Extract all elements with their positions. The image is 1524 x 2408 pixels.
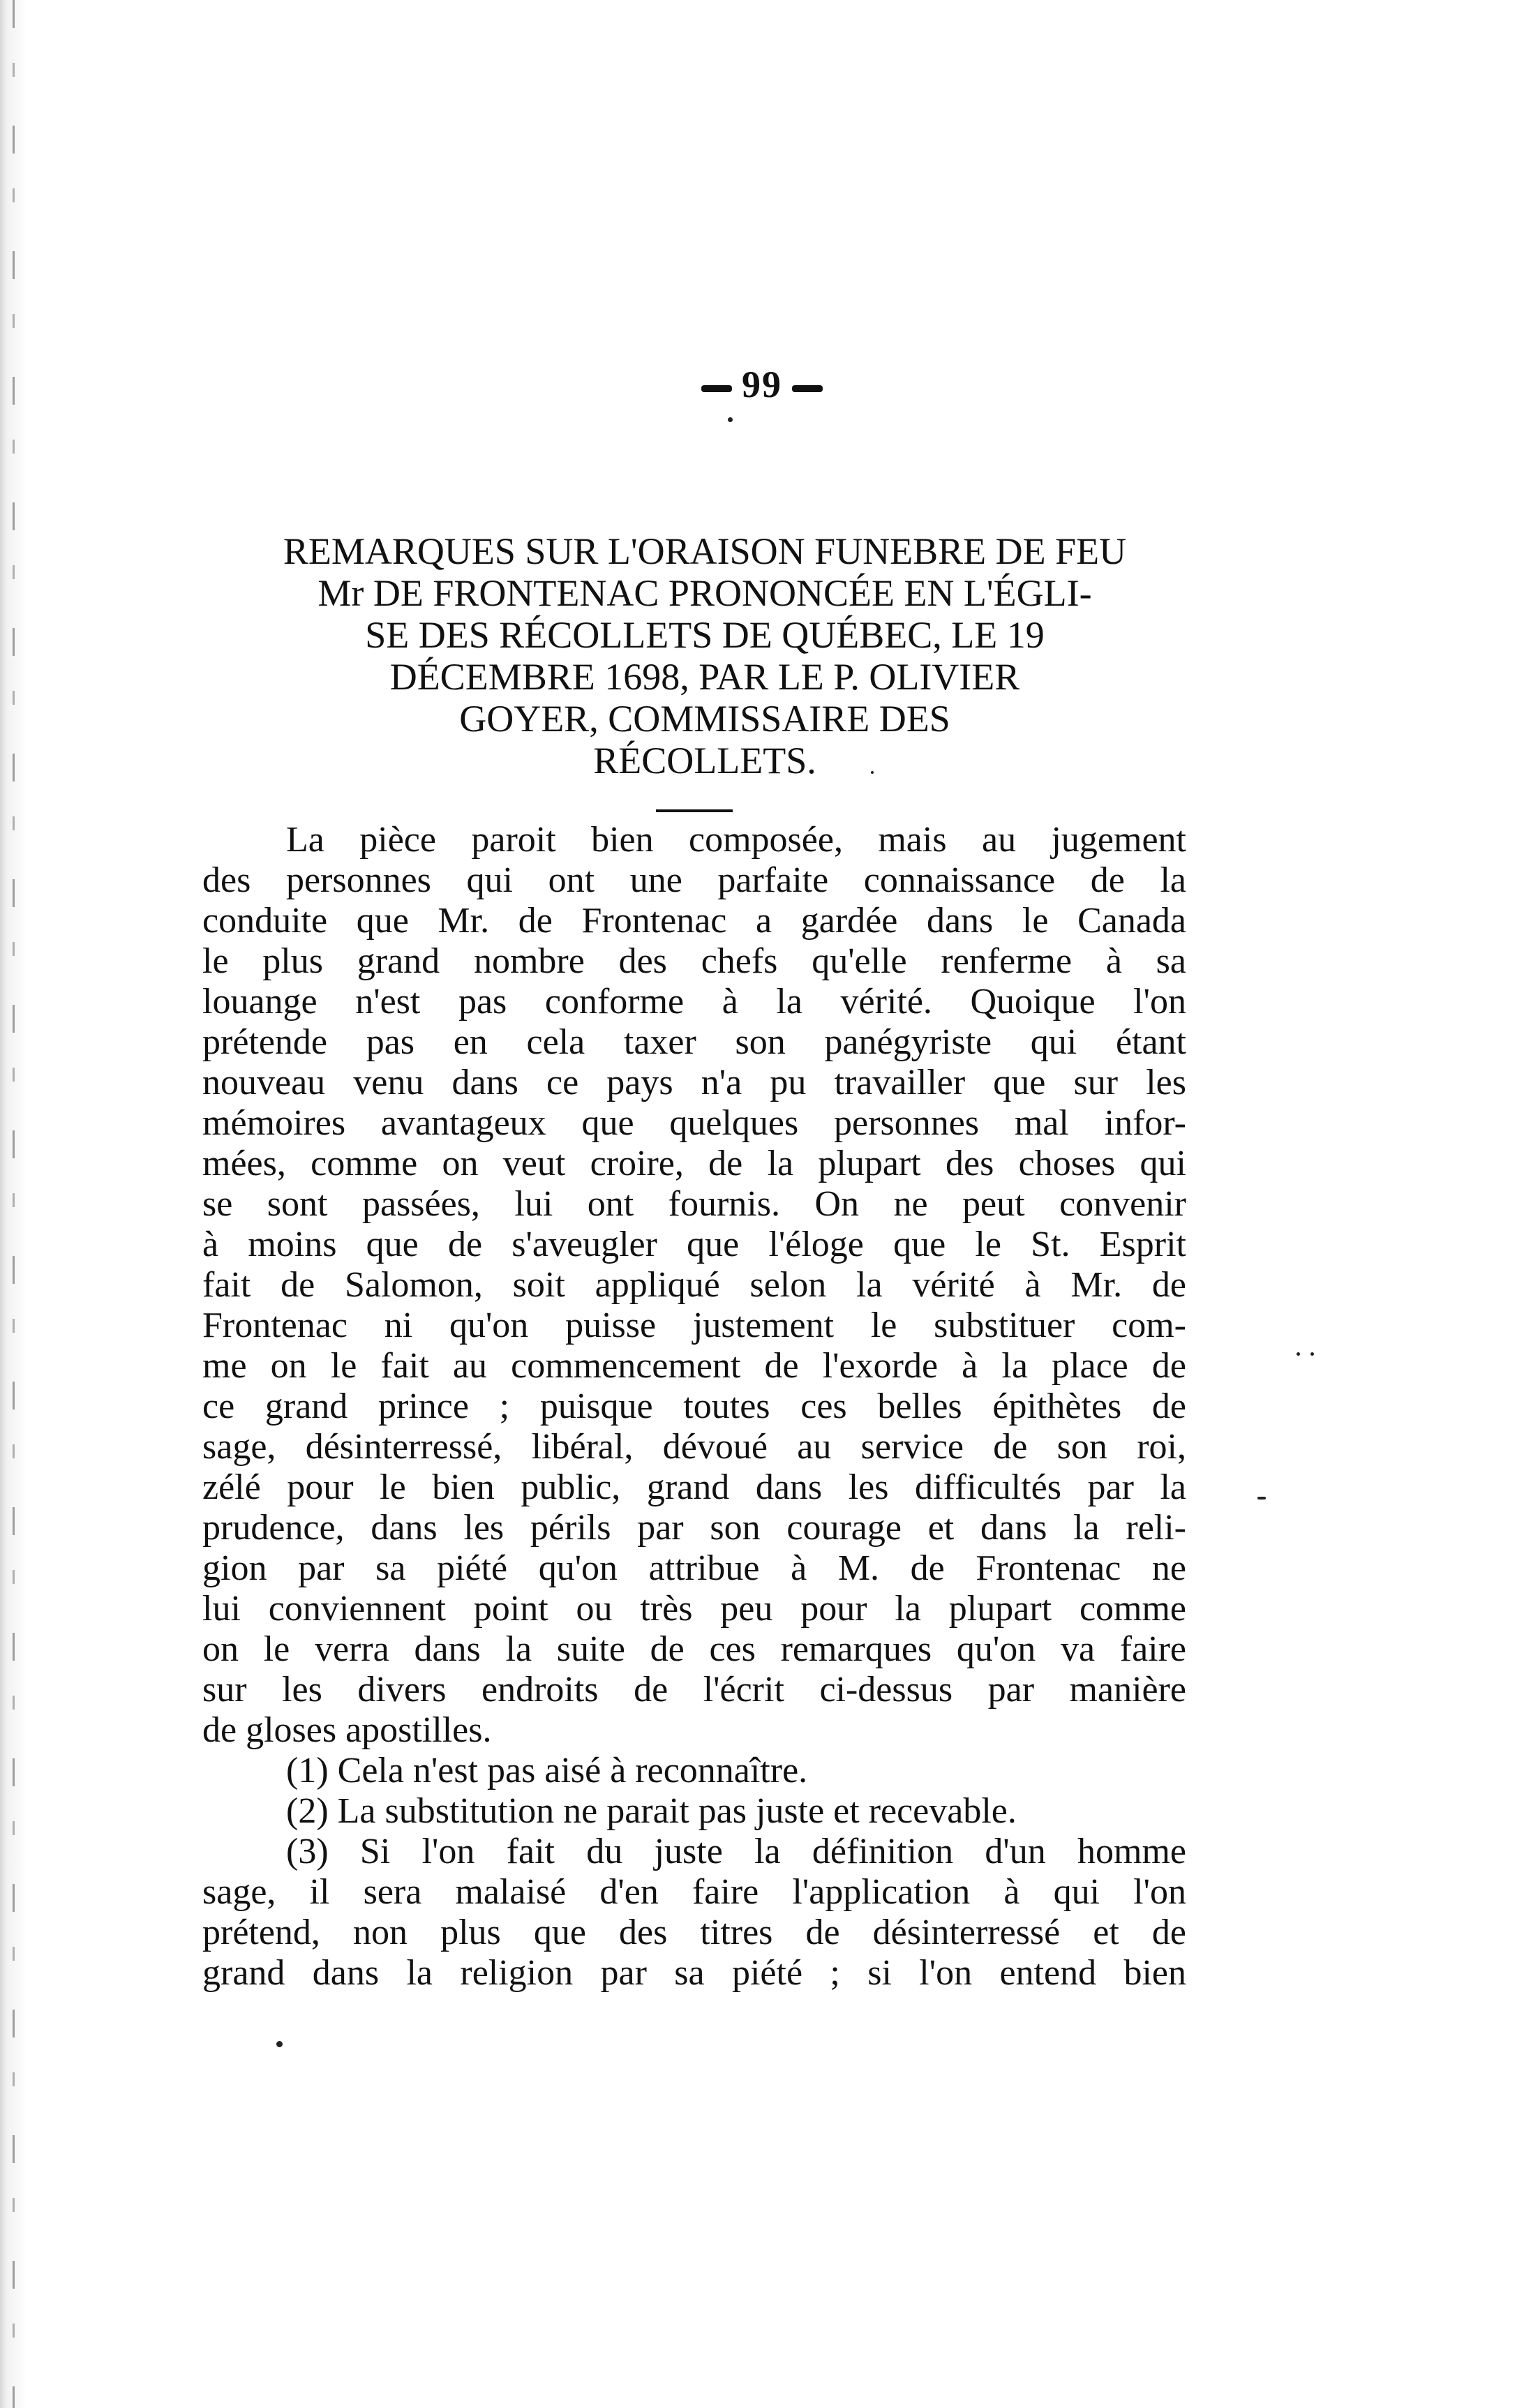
- title-line: REMARQUES SUR L'ORAISON FUNEBRE DE FEU: [283, 530, 1127, 572]
- print-speck: [1310, 1352, 1314, 1356]
- body-line: prétende pas en cela taxer son panégyriste qui étant: [202, 1022, 1186, 1062]
- print-speck: [1297, 1352, 1300, 1356]
- page-number-dash-right: [792, 385, 823, 392]
- title-line: Mr DE FRONTENAC PRONONCÉE EN L'ÉGLI-: [318, 572, 1092, 614]
- print-speck: [871, 771, 874, 774]
- body-line: mées, comme on veut croire, de la plupart des choses qui: [202, 1144, 1186, 1183]
- body-line: de gloses apostilles.: [202, 1710, 492, 1750]
- print-speck: [276, 2041, 283, 2047]
- body-line: (3) Si l'on fait du juste la définition d'un homme: [286, 1832, 1186, 1871]
- body-line: lui conviennent point ou très peu pour la plupart comme: [202, 1589, 1186, 1629]
- page-number-dash-left: [701, 385, 732, 392]
- body-line: sur les divers endroits de l'écrit ci-dessus par manière: [202, 1670, 1186, 1710]
- body-text: [202, 820, 1186, 1994]
- body-line: le plus grand nombre des chefs qu'elle renferme à sa: [202, 941, 1186, 981]
- page-number: [0, 363, 1524, 406]
- title-line: RÉCOLLETS.: [593, 740, 816, 782]
- body-line: fait de Salomon, soit appliqué selon la vérité à Mr. de: [202, 1265, 1186, 1305]
- body-line: me on le fait au commencement de l'exorde à la place de: [202, 1346, 1186, 1386]
- body-line: à moins que de s'aveugler que l'éloge que le St. Esprit: [202, 1225, 1186, 1264]
- body-line: nouveau venu dans ce pays n'a pu travailler que sur les: [202, 1063, 1186, 1102]
- print-speck: [728, 417, 733, 422]
- scan-edge-texture: [13, 0, 15, 2408]
- body-line: on le verra dans la suite de ces remarques qu'on va faire: [202, 1629, 1186, 1669]
- body-line: La pièce paroit bien composée, mais au jugement: [286, 820, 1186, 860]
- body-line: (2) La substitution ne parait pas juste et recevable.: [286, 1791, 1017, 1831]
- body-line: prudence, dans les périls par son courage et dans la reli-: [202, 1508, 1186, 1548]
- title-separator-rule: [656, 809, 733, 812]
- body-line: conduite que Mr. de Frontenac a gardée dans le Canada: [202, 901, 1186, 941]
- body-line: des personnes qui ont une parfaite connaissance de la: [202, 860, 1186, 900]
- body-line: ce grand prince ; puisque toutes ces belles épithètes de: [202, 1386, 1186, 1426]
- title-line: GOYER, COMMISSAIRE DES: [459, 698, 950, 740]
- print-speck: [1257, 1497, 1266, 1500]
- body-line: Frontenac ni qu'on puisse justement le substituer com-: [202, 1306, 1186, 1345]
- title-line: SE DES RÉCOLLETS DE QUÉBEC, LE 19: [365, 614, 1045, 656]
- body-line: sage, désinterressé, libéral, dévoué au service de son roi,: [202, 1427, 1186, 1467]
- body-line: gion par sa piété qu'on attribue à M. de Frontenac ne: [202, 1548, 1186, 1588]
- body-line: (1) Cela n'est pas aisé à reconnaître.: [286, 1751, 808, 1790]
- title-line: DÉCEMBRE 1698, PAR LE P. OLIVIER: [389, 656, 1020, 698]
- body-line: grand dans la religion par sa piété ; si l'on entend bien: [202, 1953, 1186, 1993]
- body-line: mémoires avantageux que quelques personnes mal infor-: [202, 1103, 1186, 1143]
- body-line: prétend, non plus que des titres de désinterressé et de: [202, 1913, 1186, 1952]
- page-number-text: 99: [742, 364, 782, 405]
- body-line: se sont passées, lui ont fournis. On ne peut convenir: [202, 1184, 1186, 1224]
- body-line: zélé pour le bien public, grand dans les difficultés par la: [202, 1467, 1186, 1507]
- body-line: sage, il sera malaisé d'en faire l'application à qui l'on: [202, 1872, 1186, 1912]
- document-title: [209, 530, 1200, 782]
- body-line: louange n'est pas conforme à la vérité. Quoique l'on: [202, 982, 1186, 1022]
